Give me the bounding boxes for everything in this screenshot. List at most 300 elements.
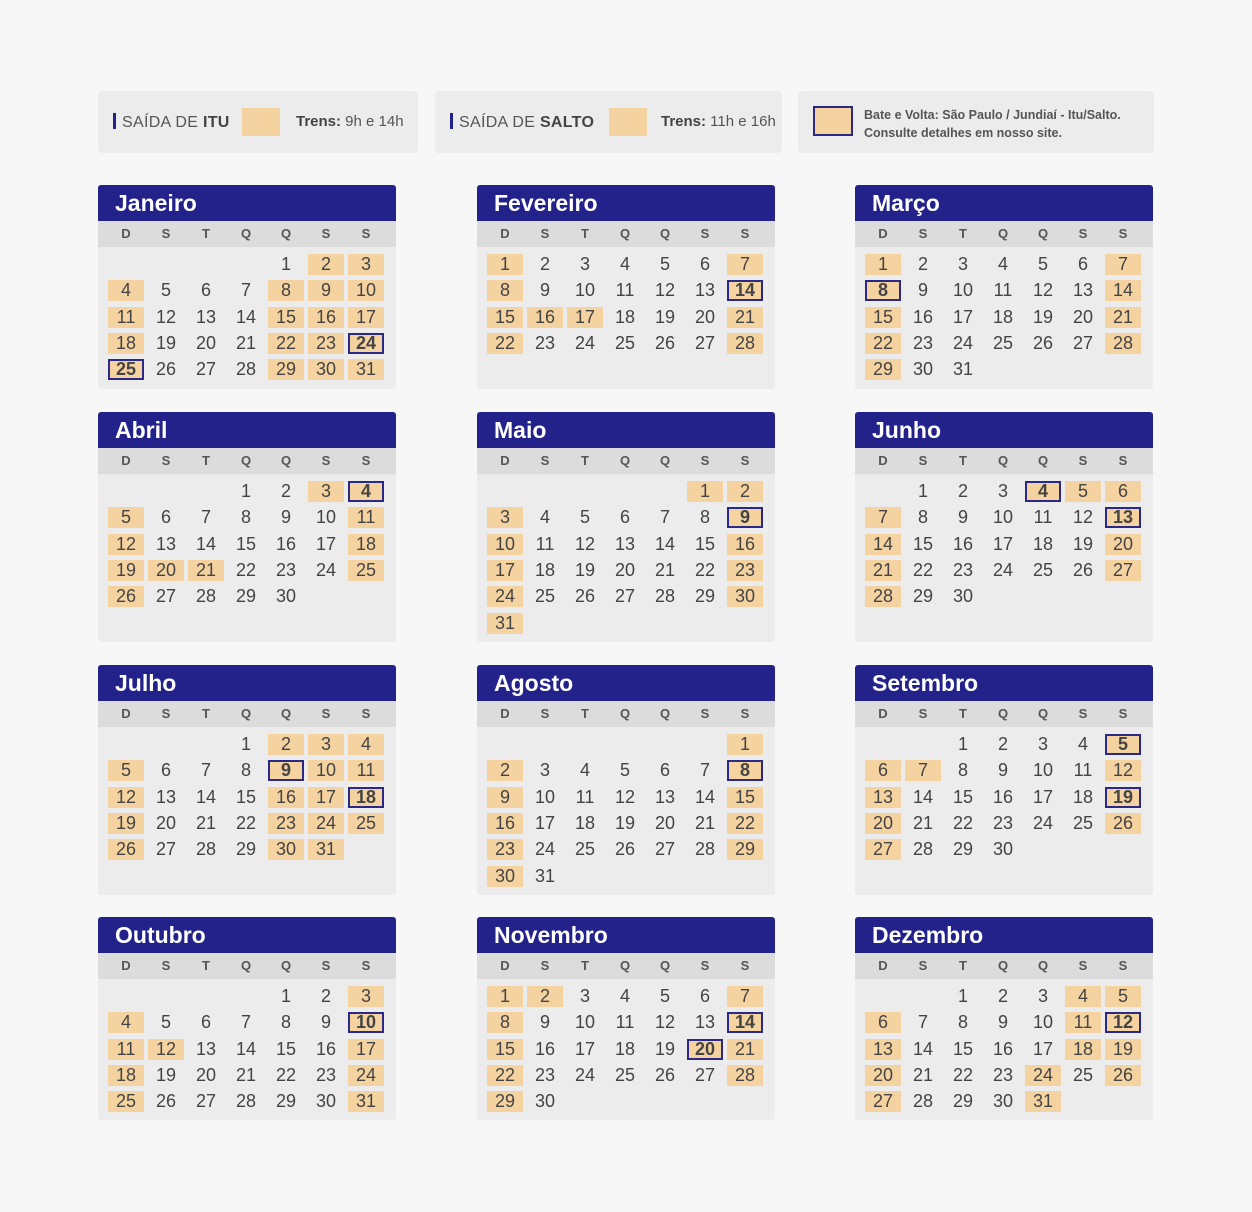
day-cell: 6 [659, 760, 670, 781]
day-cell: 27 [195, 1091, 217, 1112]
day-cell: 5 [1065, 481, 1101, 502]
day-cell: 15 [727, 787, 763, 808]
weekday-label: Q [1037, 706, 1049, 721]
month-1 [98, 185, 396, 389]
day-cell: 29 [268, 359, 304, 380]
weekday-label: S [321, 226, 331, 241]
weekday-label: D [878, 453, 888, 468]
day-cell: 4 [108, 1012, 144, 1033]
day-cell: 20 [614, 559, 636, 580]
month-9 [855, 665, 1153, 895]
day-cell: 24 [308, 813, 344, 834]
day-cell: 10 [952, 280, 974, 301]
day-cell: 16 [992, 786, 1014, 807]
day-cell: 13 [1105, 507, 1141, 528]
weekday-label: Q [280, 958, 292, 973]
day-cell: 18 [1032, 533, 1054, 554]
legend-salto [435, 91, 782, 153]
day-cell: 15 [235, 533, 257, 554]
day-cell: 8 [240, 507, 251, 528]
weekday-label: S [361, 226, 371, 241]
day-cell: 18 [992, 306, 1014, 327]
weekday-label: S [1118, 453, 1128, 468]
day-cell: 5 [1105, 734, 1141, 755]
day-cell: 11 [1073, 760, 1093, 781]
weekday-label: S [740, 226, 750, 241]
day-cell: 17 [567, 307, 603, 328]
day-cell: 7 [727, 254, 763, 275]
day-cell: 24 [348, 1065, 384, 1086]
day-cell: 30 [315, 1091, 337, 1112]
day-cell: 15 [952, 1038, 974, 1059]
day-cell: 11 [615, 280, 635, 301]
day-cell: 21 [195, 812, 217, 833]
day-cell: 25 [1032, 559, 1054, 580]
day-cell: 8 [699, 507, 710, 528]
day-cell: 17 [952, 306, 974, 327]
day-cell: 20 [155, 812, 177, 833]
weekday-label: S [361, 958, 371, 973]
day-cell: 16 [308, 307, 344, 328]
day-cell: 27 [1105, 560, 1141, 581]
day-cell: 15 [865, 307, 901, 328]
weekday-label: D [121, 958, 131, 973]
weekday-label: T [959, 706, 967, 721]
day-cell: 4 [348, 734, 384, 755]
day-cell: 7 [917, 1012, 928, 1033]
day-cell: 5 [659, 254, 670, 274]
day-cell: 1 [240, 481, 251, 501]
weekday-label: D [121, 453, 131, 468]
legend-itu-trens [296, 113, 404, 130]
day-cell: 23 [534, 332, 556, 353]
day-cell: 9 [957, 507, 968, 528]
day-cell: 31 [487, 613, 523, 634]
weekday-label: S [161, 958, 171, 973]
day-cell: 14 [727, 280, 763, 301]
weekday-label: T [202, 958, 210, 973]
day-cell: 21 [654, 559, 676, 580]
weekday-label: S [700, 226, 710, 241]
day-cell: 14 [912, 786, 934, 807]
day-cell: 16 [992, 1038, 1014, 1059]
legend-itu-label [113, 113, 230, 132]
day-cell: 16 [527, 307, 563, 328]
day-cell: 1 [487, 254, 523, 275]
weekday-label: S [1118, 958, 1128, 973]
day-cell: 14 [195, 786, 217, 807]
day-cell: 30 [308, 359, 344, 380]
month-title: Outubro [98, 917, 396, 953]
weekday-label: Q [619, 958, 631, 973]
day-cell: 28 [1105, 333, 1141, 354]
day-cell: 12 [654, 1012, 676, 1033]
day-cell: 16 [727, 534, 763, 555]
weekday-label: Q [997, 226, 1009, 241]
day-cell: 13 [865, 787, 901, 808]
day-cell: 28 [865, 586, 901, 607]
day-cell: 15 [275, 1038, 297, 1059]
month-3 [855, 185, 1153, 389]
day-cell: 11 [535, 533, 555, 554]
day-cell: 12 [1032, 280, 1054, 301]
day-cell: 7 [200, 760, 211, 781]
day-cell: 23 [992, 812, 1014, 833]
weekday-label: S [1078, 958, 1088, 973]
day-cell: 23 [275, 559, 297, 580]
day-cell: 29 [694, 586, 716, 607]
day-cell: 11 [1065, 1012, 1101, 1033]
day-cell: 22 [275, 1064, 297, 1085]
weekday-label: S [918, 958, 928, 973]
day-cell: 23 [268, 813, 304, 834]
weekday-label: T [202, 453, 210, 468]
day-cell: 21 [694, 812, 716, 833]
month-title: Setembro [855, 665, 1153, 701]
weekday-label: S [540, 958, 550, 973]
day-cell: 20 [654, 812, 676, 833]
month-title: Julho [98, 665, 396, 701]
legend-itu-prefix: SAÍDA DE [122, 114, 203, 131]
day-cell: 13 [694, 1012, 716, 1033]
month-title: Dezembro [855, 917, 1153, 953]
month-6 [855, 412, 1153, 642]
weekday-header [98, 221, 396, 247]
month-5 [477, 412, 775, 642]
day-cell: 31 [348, 1091, 384, 1112]
day-cell: 27 [654, 839, 676, 860]
day-cell: 10 [348, 1012, 384, 1033]
day-cell: 20 [1072, 306, 1094, 327]
weekday-label: T [202, 226, 210, 241]
day-cell: 23 [534, 1064, 556, 1085]
day-cell: 27 [614, 586, 636, 607]
weekday-label: Q [240, 706, 252, 721]
day-cell: 24 [348, 333, 384, 354]
day-cell: 3 [997, 481, 1008, 501]
weekday-label: T [581, 453, 589, 468]
day-cell: 3 [1037, 734, 1048, 754]
day-cell: 18 [1065, 1039, 1101, 1060]
day-cell: 17 [534, 812, 556, 833]
day-cell: 8 [268, 280, 304, 301]
day-cell: 18 [534, 559, 556, 580]
day-cell: 3 [957, 254, 968, 274]
day-cell: 25 [614, 332, 636, 353]
day-cell: 3 [1037, 986, 1048, 1006]
day-cell: 30 [487, 866, 523, 887]
legend-accent-bar [450, 113, 453, 129]
weekday-label: S [700, 706, 710, 721]
day-cell: 27 [694, 332, 716, 353]
legend-salto-name: SALTO [539, 114, 595, 131]
legend-salto-trens-label: Trens: [661, 113, 707, 130]
day-cell: 13 [195, 1038, 217, 1059]
day-cell: 27 [865, 839, 901, 860]
day-cell: 15 [487, 307, 523, 328]
day-cell: 7 [699, 760, 710, 781]
day-cell: 14 [865, 534, 901, 555]
day-cell: 16 [315, 1038, 337, 1059]
day-cell: 30 [992, 839, 1014, 860]
day-cell: 23 [727, 560, 763, 581]
day-cell: 4 [1065, 986, 1101, 1007]
day-cell: 27 [155, 586, 177, 607]
day-cell: 30 [952, 586, 974, 607]
weekday-label: Q [619, 453, 631, 468]
weekday-label: S [1078, 226, 1088, 241]
day-cell: 14 [654, 533, 676, 554]
day-cell: 9 [539, 280, 550, 301]
day-cell: 2 [527, 986, 563, 1007]
legend-bate-volta-line2: Consulte detalhes em nosso site. [864, 126, 1062, 140]
day-cell: 8 [865, 280, 901, 301]
day-cell: 1 [240, 734, 251, 754]
day-cell: 19 [1072, 533, 1094, 554]
month-title: Agosto [477, 665, 775, 701]
day-cell: 2 [539, 254, 550, 274]
day-cell: 31 [952, 359, 974, 380]
day-cell: 20 [865, 813, 901, 834]
day-cell: 24 [992, 559, 1014, 580]
legend-itu-trens-label: Trens: [296, 113, 342, 130]
day-cell: 25 [108, 1091, 144, 1112]
weekday-label: Q [280, 453, 292, 468]
day-cell: 23 [315, 1064, 337, 1085]
weekday-label: S [1118, 226, 1128, 241]
weekday-label: T [959, 453, 967, 468]
day-cell: 28 [912, 1091, 934, 1112]
day-cell: 7 [240, 1012, 251, 1033]
day-cell: 13 [654, 786, 676, 807]
day-cell: 21 [727, 307, 763, 328]
day-cell: 9 [997, 760, 1008, 781]
day-cell: 14 [235, 306, 257, 327]
day-cell: 4 [539, 507, 550, 528]
day-cell: 12 [108, 534, 144, 555]
day-cell: 10 [308, 760, 344, 781]
day-cell: 13 [694, 280, 716, 301]
day-cell: 8 [280, 1012, 291, 1033]
day-cell: 11 [615, 1012, 635, 1033]
month-11 [477, 917, 775, 1120]
legend-itu-trens-value: 9h e 14h [341, 113, 404, 130]
weekday-label: S [321, 958, 331, 973]
day-cell: 5 [619, 760, 630, 781]
weekday-label: Q [1037, 453, 1049, 468]
day-cell: 12 [1072, 507, 1094, 528]
weekday-label: S [740, 958, 750, 973]
day-cell: 7 [905, 760, 941, 781]
weekday-label: D [500, 226, 510, 241]
day-cell: 17 [487, 560, 523, 581]
legend-itu-name: ITU [202, 114, 230, 131]
day-cell: 28 [235, 359, 257, 380]
day-cell: 10 [992, 507, 1014, 528]
day-cell: 8 [727, 760, 763, 781]
day-cell: 19 [155, 1064, 177, 1085]
day-cell: 28 [195, 839, 217, 860]
weekday-label: Q [659, 453, 671, 468]
day-cell: 16 [275, 533, 297, 554]
day-cell: 26 [654, 332, 676, 353]
day-cell: 9 [997, 1012, 1008, 1033]
day-cell: 14 [727, 1012, 763, 1033]
day-cell: 26 [1105, 813, 1141, 834]
day-cell: 19 [614, 812, 636, 833]
day-cell: 1 [687, 481, 723, 502]
day-cell: 5 [1105, 986, 1141, 1007]
day-cell: 18 [348, 534, 384, 555]
day-cell: 17 [992, 533, 1014, 554]
day-cell: 28 [694, 839, 716, 860]
day-cell: 3 [487, 507, 523, 528]
day-cell: 30 [912, 359, 934, 380]
day-cell: 13 [865, 1039, 901, 1060]
day-cell: 1 [487, 986, 523, 1007]
weekday-label: S [361, 706, 371, 721]
day-cell: 7 [200, 507, 211, 528]
day-cell: 13 [155, 786, 177, 807]
month-12 [855, 917, 1153, 1120]
day-cell: 17 [348, 307, 384, 328]
weekday-label: S [1078, 706, 1088, 721]
day-cell: 8 [240, 760, 251, 781]
legend-bate-volta-note [864, 106, 1121, 142]
day-cell: 13 [1072, 280, 1094, 301]
day-cell: 24 [574, 332, 596, 353]
day-cell: 19 [108, 560, 144, 581]
day-cell: 25 [992, 332, 1014, 353]
weekday-label: S [361, 453, 371, 468]
day-cell: 30 [268, 839, 304, 860]
weekday-label: Q [619, 706, 631, 721]
day-cell: 6 [865, 1012, 901, 1033]
day-cell: 16 [912, 306, 934, 327]
weekday-label: S [918, 453, 928, 468]
day-cell: 5 [108, 760, 144, 781]
weekday-label: S [321, 453, 331, 468]
day-cell: 4 [579, 760, 590, 781]
weekday-label: S [918, 226, 928, 241]
weekday-label: D [500, 453, 510, 468]
month-title: Junho [855, 412, 1153, 448]
day-cell: 5 [108, 507, 144, 528]
day-cell: 8 [487, 280, 523, 301]
day-cell: 25 [574, 839, 596, 860]
day-cell: 29 [727, 839, 763, 860]
weekday-label: Q [659, 958, 671, 973]
day-cell: 25 [534, 586, 556, 607]
day-cell: 27 [865, 1091, 901, 1112]
day-cell: 17 [1032, 786, 1054, 807]
day-cell: 16 [952, 533, 974, 554]
day-cell: 29 [952, 1091, 974, 1112]
day-cell: 13 [614, 533, 636, 554]
day-cell: 21 [865, 560, 901, 581]
day-cell: 1 [957, 734, 968, 754]
day-cell: 6 [699, 254, 710, 274]
day-cell: 15 [694, 533, 716, 554]
legend-salto-prefix: SAÍDA DE [459, 114, 540, 131]
day-cell: 13 [155, 533, 177, 554]
weekday-label: S [161, 226, 171, 241]
day-cell: 18 [348, 787, 384, 808]
day-cell: 26 [108, 839, 144, 860]
day-cell: 21 [235, 332, 257, 353]
day-cell: 9 [280, 507, 291, 528]
day-cell: 28 [727, 333, 763, 354]
day-cell: 16 [487, 813, 523, 834]
day-cell: 26 [654, 1064, 676, 1085]
weekday-label: D [878, 226, 888, 241]
day-cell: 5 [579, 507, 590, 528]
day-cell: 22 [487, 333, 523, 354]
day-cell: 19 [574, 559, 596, 580]
day-cell: 26 [614, 839, 636, 860]
weekday-header [477, 701, 775, 727]
day-cell: 29 [275, 1091, 297, 1112]
weekday-label: S [540, 706, 550, 721]
day-cell: 19 [1105, 1039, 1141, 1060]
day-cell: 23 [487, 839, 523, 860]
day-cell: 3 [348, 254, 384, 275]
day-cell: 27 [195, 359, 217, 380]
weekday-label: T [581, 226, 589, 241]
month-title: Novembro [477, 917, 775, 953]
day-cell: 9 [487, 787, 523, 808]
day-cell: 13 [195, 306, 217, 327]
weekday-label: Q [997, 706, 1009, 721]
weekday-label: S [540, 226, 550, 241]
day-cell: 6 [160, 507, 171, 528]
day-cell: 21 [912, 812, 934, 833]
day-cell: 4 [108, 280, 144, 301]
day-cell: 11 [1033, 507, 1053, 528]
day-cell: 21 [727, 1039, 763, 1060]
day-cell: 17 [348, 1039, 384, 1060]
day-cell: 18 [1072, 786, 1094, 807]
weekday-label: S [700, 958, 710, 973]
month-2 [477, 185, 775, 389]
day-cell: 22 [952, 1064, 974, 1085]
day-cell: 14 [912, 1038, 934, 1059]
day-cell: 28 [235, 1091, 257, 1112]
day-cell: 12 [1105, 760, 1141, 781]
day-cell: 19 [1105, 787, 1141, 808]
day-cell: 5 [1037, 254, 1048, 274]
day-cell: 24 [315, 559, 337, 580]
day-cell: 15 [235, 786, 257, 807]
day-cell: 24 [534, 839, 556, 860]
day-cell: 10 [348, 280, 384, 301]
day-cell: 6 [200, 280, 211, 301]
day-cell: 9 [727, 507, 763, 528]
day-cell: 18 [108, 1065, 144, 1086]
day-cell: 31 [534, 865, 556, 886]
day-cell: 1 [280, 986, 291, 1006]
day-cell: 23 [912, 332, 934, 353]
day-cell: 8 [487, 1012, 523, 1033]
day-cell: 22 [952, 812, 974, 833]
day-cell: 2 [917, 254, 928, 274]
day-cell: 3 [308, 734, 344, 755]
day-cell: 18 [614, 1038, 636, 1059]
day-cell: 4 [619, 986, 630, 1006]
weekday-label: T [959, 226, 967, 241]
weekday-label: Q [240, 226, 252, 241]
day-cell: 17 [1032, 1038, 1054, 1059]
